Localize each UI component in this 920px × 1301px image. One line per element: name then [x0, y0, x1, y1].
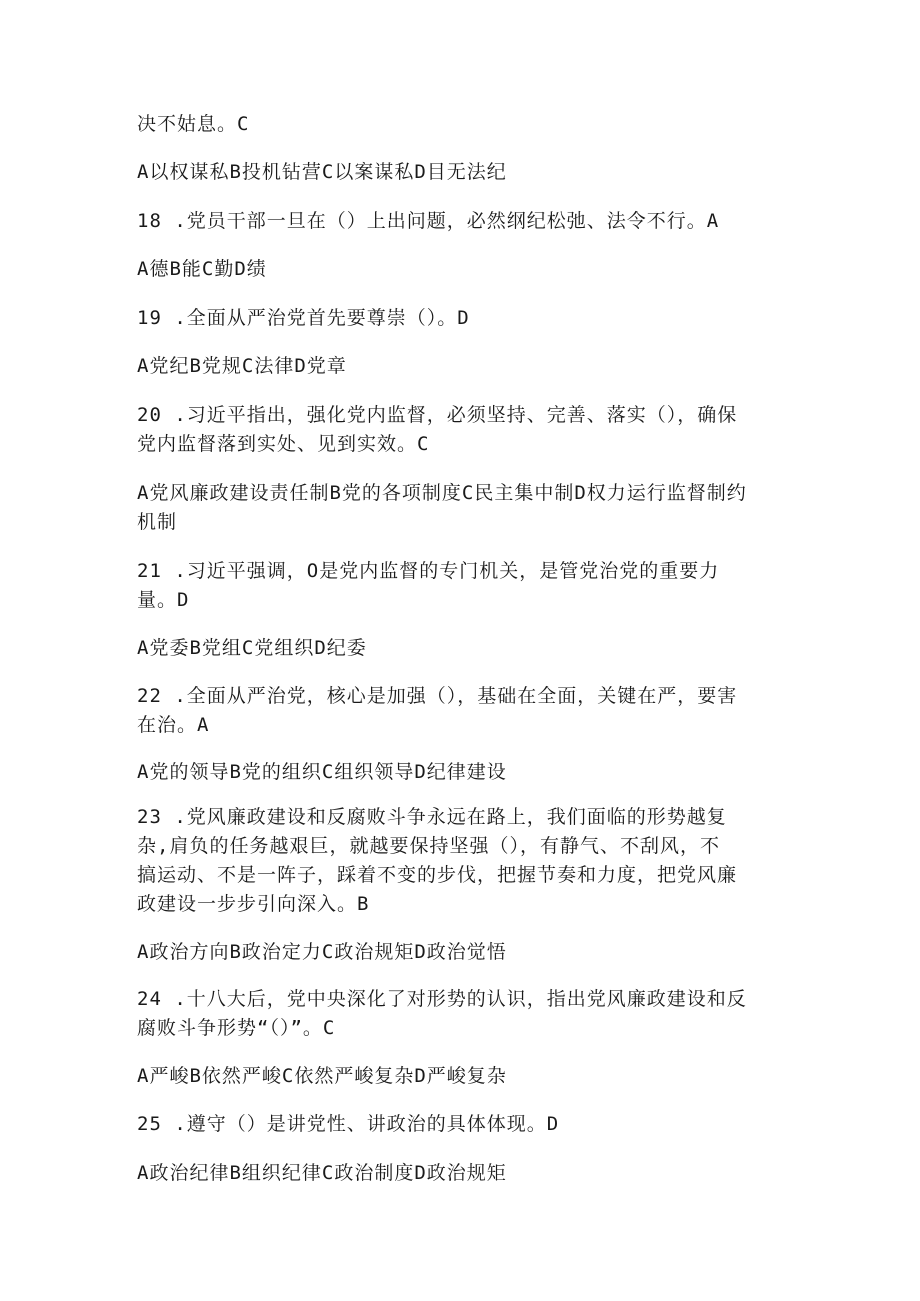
question-25: 25 .遵守（）是讲党性、讲政治的具体体现。D	[137, 1113, 560, 1135]
question-23-line-2: 杂,肩负的任务越艰巨，就越要保持坚强（），有静气、不刮风，不	[137, 835, 720, 857]
question-23-line-4: 政建设一步步引向深入。B	[137, 893, 370, 915]
options-23: A政治方向B政治定力C政治规矩D政治觉悟	[137, 941, 507, 963]
options-18: A德B能C勤D绩	[137, 258, 267, 280]
question-21-line-1: 21 .习近平强调，O是党内监督的专门机关，是管党治党的重要力	[137, 560, 720, 582]
question-20-line-2: 党内监督落到实处、见到实效。C	[137, 433, 430, 455]
question-23-line-3: 搞运动、不是一阵子，踩着不变的步伐，把握节奏和力度，把党风廉	[137, 864, 738, 886]
options-19: A党纪B党规C法律D党章	[137, 355, 347, 377]
answer-continuation-17: 决不姑息。C	[137, 113, 250, 135]
question-22-line-2: 在治。A	[137, 714, 210, 736]
options-24: A严峻B依然严峻C依然严峻复杂D严峻复杂	[137, 1065, 507, 1087]
options-25: A政治纪律B组织纪律C政治制度D政治规矩	[137, 1162, 507, 1184]
question-23-line-1: 23 .党风廉政建设和反腐败斗争永远在路上，我们面临的形势越复	[137, 806, 727, 828]
question-24-line-1: 24 .十八大后，党中央深化了对形势的认识，指出党风廉政建设和反	[137, 988, 747, 1010]
options-20-line-1: A党风廉政建设责任制B党的各项制度C民主集中制D权力运行监督制约	[137, 482, 747, 504]
options-17: A以权谋私B投机钻营C以案谋私D目无法纪	[137, 161, 507, 183]
question-21-line-2: 量。D	[137, 589, 190, 611]
options-21: A党委B党组C党组织D纪委	[137, 637, 367, 659]
question-20-line-1: 20 .习近平指出，强化党内监督，必须坚持、完善、落实（），确保	[137, 404, 738, 426]
question-24-line-2: 腐败斗争形势“（）”。C	[137, 1017, 336, 1039]
question-19: 19 .全面从严治党首先要尊崇（）。D	[137, 307, 470, 329]
options-22: A党的领导B党的组织C组织领导D纪律建设	[137, 761, 507, 783]
options-20-line-2: 机制	[137, 511, 178, 533]
question-22-line-1: 22 .全面从严治党，核心是加强（），基础在全面，关键在严，要害	[137, 685, 738, 707]
question-18: 18 .党员干部一旦在（）上出问题，必然纲纪松弛、法令不行。A	[137, 210, 720, 232]
